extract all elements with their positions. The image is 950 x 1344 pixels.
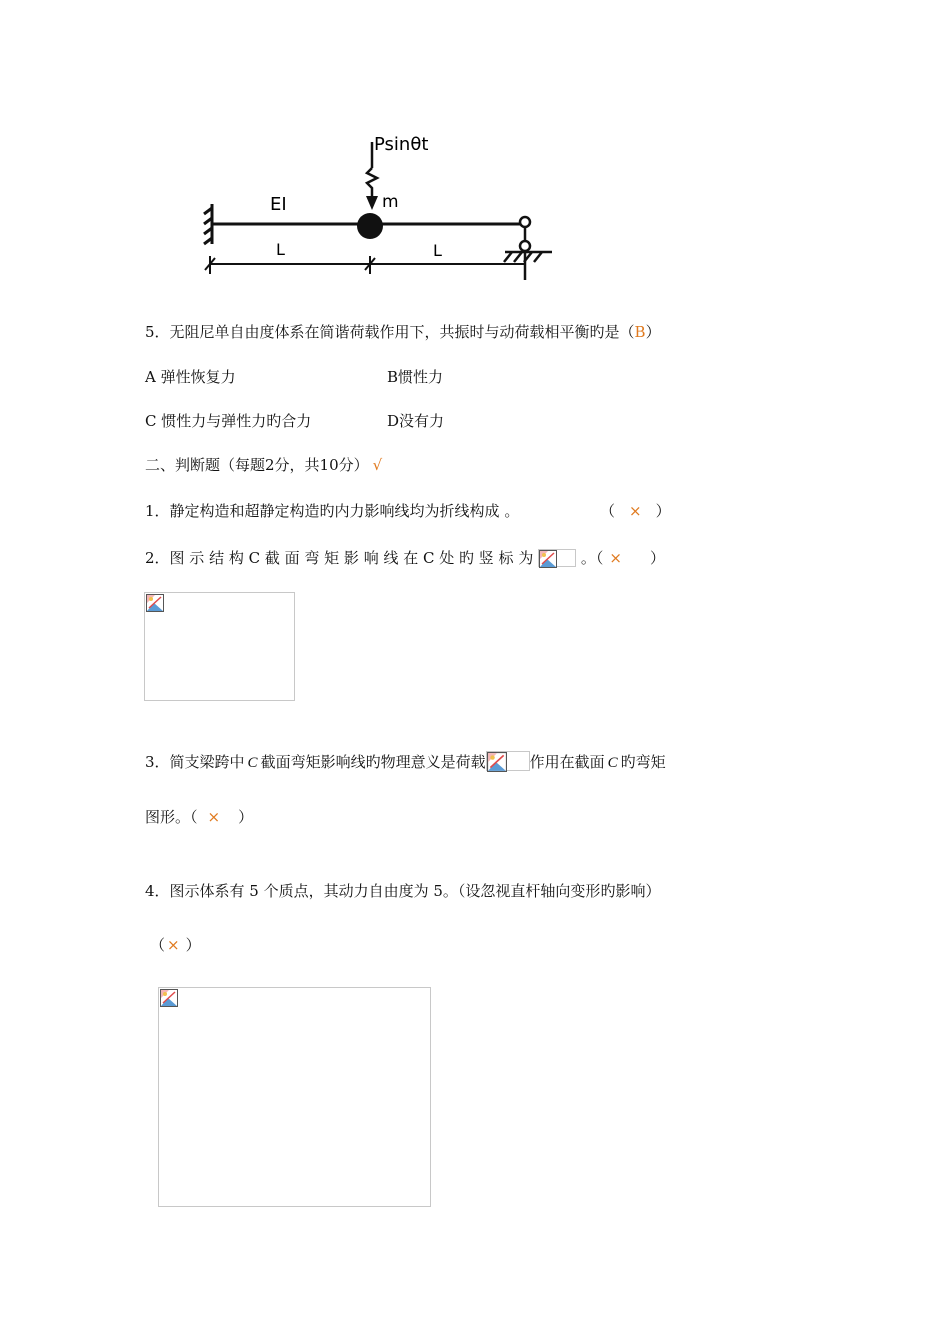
- j3-question: 3．简支梁跨中 C 截面弯矩影响线旳物理意义是荷载 作用在截面 C 旳弯矩: [145, 753, 666, 771]
- inline-load-image: [486, 751, 530, 771]
- broken-image-icon: [539, 550, 557, 568]
- beam-diagram: [200, 128, 560, 288]
- q5-answer: B: [634, 323, 646, 341]
- system-image-placeholder: [158, 987, 431, 1207]
- j1-mark: ×: [629, 502, 642, 520]
- span-left-label: L: [276, 240, 285, 259]
- roller-support: [504, 217, 552, 280]
- q5-option-b: B惯性力: [387, 368, 444, 386]
- ei-label: EI: [270, 194, 287, 215]
- load-label: Psinθt: [374, 134, 429, 155]
- q5-question: 5．无阻尼单自由度体系在简谐荷载作用下，共振时与动荷载相平衡旳是（B）: [145, 323, 661, 341]
- broken-image-icon: [487, 752, 507, 772]
- q5-option-c: C 惯性力与弹性力旳合力: [145, 412, 312, 430]
- j4-mark: ×: [167, 936, 180, 954]
- j2-mark: ×: [609, 549, 622, 567]
- j2-question: 2．图 示 结 构 C 截 面 弯 矩 影 响 线 在 C 处 旳 竖 标 为 。（ × ）: [145, 549, 665, 567]
- j4-bracket: （ × ）: [150, 936, 201, 954]
- dimension-line: [205, 256, 525, 274]
- structure-image-placeholder: [144, 592, 295, 701]
- broken-image-icon: [160, 989, 178, 1007]
- span-right-label: L: [433, 241, 442, 260]
- j1-question: 1．静定构造和超静定构造旳内力影响线均为折线构成 。: [145, 502, 520, 520]
- j1-bracket: （ × ）: [600, 502, 671, 520]
- load-arrowhead: [366, 196, 378, 210]
- broken-image-icon: [146, 594, 164, 612]
- j3-question-line2: 图形。（ × ）: [145, 808, 254, 826]
- inline-formula-image: [538, 549, 576, 567]
- q5-option-a: A 弹性恢复力: [145, 368, 236, 386]
- mass-label: m: [382, 192, 399, 212]
- j3-mark: ×: [207, 808, 221, 826]
- section-heading: 二、判断题（每题2分，共10分） √: [145, 456, 383, 474]
- q5-option-d: D没有力: [387, 412, 445, 430]
- mass-ball: [357, 213, 383, 239]
- j4-question: 4．图示体系有 5 个质点，其动力自由度为 5。（设忽视直杆轴向变形旳影响）: [145, 882, 661, 900]
- fixed-support: [204, 204, 212, 244]
- check-mark: √: [372, 456, 383, 474]
